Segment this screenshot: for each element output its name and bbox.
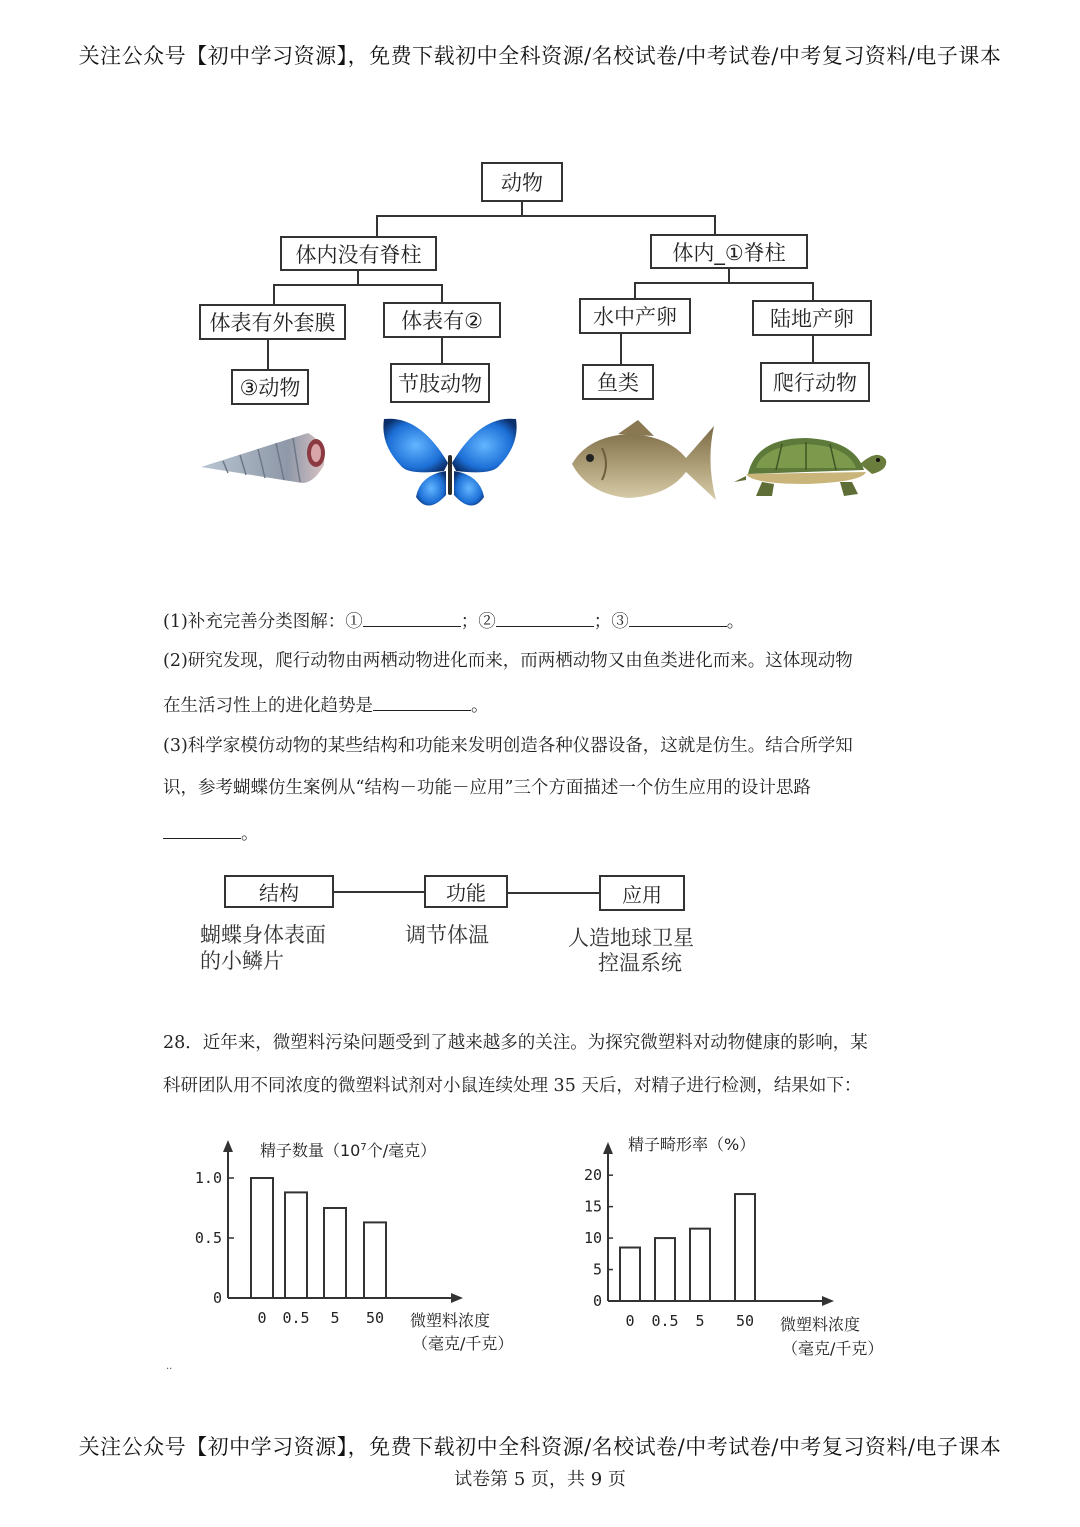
chart2-bars [620,1194,755,1301]
q27-part3-line1: (3)科学家模仿动物的某些结构和功能来发明创造各种仪器设备，这就是仿生。结合所学知 [163,736,853,756]
chart1-bar-1 [285,1192,307,1298]
turtle-image [732,430,888,500]
q27-part2-line1: (2)研究发现，爬行动物由两栖动物进化而来，而两栖动物又由鱼类进化而来。这体现动物 [163,651,853,671]
chart2-ytick-0: 0 [592,1292,602,1310]
chart1-x-arrow [451,1293,463,1303]
chart1-bars [251,1178,386,1298]
answer-blank-1[interactable] [363,610,461,627]
chart2-xlabel: 微塑料浓度 [780,1315,861,1334]
chart1-ytick-2: 1.0 [194,1169,222,1187]
answer-blank-2[interactable] [496,610,594,627]
tree-exoskeleton: 体表有② [383,302,501,338]
chart2-ytick-3: 15 [583,1197,602,1216]
chart2-ytick-4: 20 [583,1166,602,1185]
bottom-banner: 关注公众号【初中学习资源】，免费下载初中全科资源/名校试卷/中考试卷/中考复习资料/电子课本 [78,1435,1002,1459]
tree-land-eggs: 陆地产卵 [752,300,872,336]
chart2-x-arrow [822,1296,834,1306]
snail-shell-image [198,425,333,490]
bionic-function-box: 功能 [424,875,508,908]
chart2-xlabel-unit: （毫克/千克） [782,1339,884,1358]
chart1-bar-2 [324,1208,346,1298]
chart2-ytick-1: 5 [592,1260,602,1279]
fish-image [568,418,720,506]
chart1-xtick-2: 5 [330,1309,340,1327]
tree-reptile: 爬行动物 [760,362,870,402]
chart2-y-arrow [603,1142,613,1154]
tree-mantle: 体表有外套膜 [199,304,346,340]
chart1-ytick-1: 0.5 [194,1229,222,1247]
sperm-count-chart [180,1130,540,1365]
bionic-structure-box: 结构 [224,875,334,908]
answer-blank-3[interactable] [629,610,727,627]
answer-blank-5[interactable] [163,822,241,839]
page-number: 试卷第 5 页，共 9 页 [454,1469,626,1490]
answer-blank-4[interactable] [373,694,471,711]
tree-has-spine: 体内_①脊柱 [650,234,808,269]
chart1-x-ticks [257,1309,384,1327]
chart2-ytick-2: 10 [583,1229,602,1248]
tree-no-spine: 体内没有脊柱 [280,236,437,271]
bionic-application-box: 应用 [599,875,685,911]
bionic-function-desc: 调节体温 [405,923,489,947]
butterfly-image [380,415,520,515]
bionic-structure-desc-1: 蝴蝶身体表面 [200,923,326,947]
chart2-xtick-1: 0.5 [651,1312,679,1330]
abnormality-rate-chart [570,1128,930,1368]
q27-part3-line2: 识，参考蝴蝶仿生案例从“结构－功能－应用”三个方面描述一个仿生应用的设计思路 [163,778,811,798]
chart1-bar-0 [251,1178,273,1298]
top-banner: 关注公众号【初中学习资源】，免费下载初中全科资源/名校试卷/中考试卷/中考复习资料/电子课本 [78,44,1002,68]
chart1-xtick-1: 0.5 [282,1309,310,1327]
bionic-structure-desc-2: 的小鳞片 [200,949,284,973]
chart2-xtick-2: 5 [695,1312,705,1330]
bionic-application-desc-2: 控温系统 [598,951,682,975]
chart1-xlabel: 微塑料浓度 [410,1311,491,1330]
chart2-bar-1 [655,1238,675,1301]
chart2-bar-3 [735,1194,755,1301]
chart1-xlabel-unit: （毫克/千克） [412,1334,514,1353]
q27-part3-line3: 。 [163,822,259,844]
chart2-xtick-3: 50 [735,1312,755,1330]
chart2-xtick-0: 0 [625,1312,635,1330]
stray-mark: ·· [166,1364,173,1375]
q28-line2: 科研团队用不同浓度的微塑料试剂对小鼠连续处理 35 天后，对精子进行检测，结果如下： [163,1076,862,1096]
chart1-y-arrow [223,1140,233,1152]
q27-part1: (1)补充完善分类图解：① ；② ；③ 。 [163,612,745,632]
tree-mollusk: ③动物 [231,369,309,405]
chart2-ylabel: 精子畸形率（%） [628,1135,756,1154]
q27-part2-line2: 在生活习性上的进化趋势是 。 [163,696,489,716]
chart1-bar-3 [364,1222,386,1298]
tree-arthropod: 节肢动物 [390,363,490,403]
chart1-ylabel: 精子数量（$10^7$个/毫克） [260,1141,437,1160]
chart1-xtick-3: 50 [365,1309,385,1327]
bionic-application-desc-1: 人造地球卫星 [568,926,694,950]
q28-line1: 28．近年来，微塑料污染问题受到了越来越多的关注。为探究微塑料对动物健康的影响，某 [163,1033,868,1053]
chart1-ytick-0: 0 [212,1289,222,1307]
tree-root: 动物 [481,162,563,202]
chart1-xtick-0: 0 [257,1309,267,1327]
tree-fish: 鱼类 [582,364,654,400]
tree-water-eggs: 水中产卵 [579,298,691,334]
chart2-bar-2 [690,1229,710,1301]
chart2-x-ticks [625,1312,754,1330]
chart2-bar-0 [620,1248,640,1301]
